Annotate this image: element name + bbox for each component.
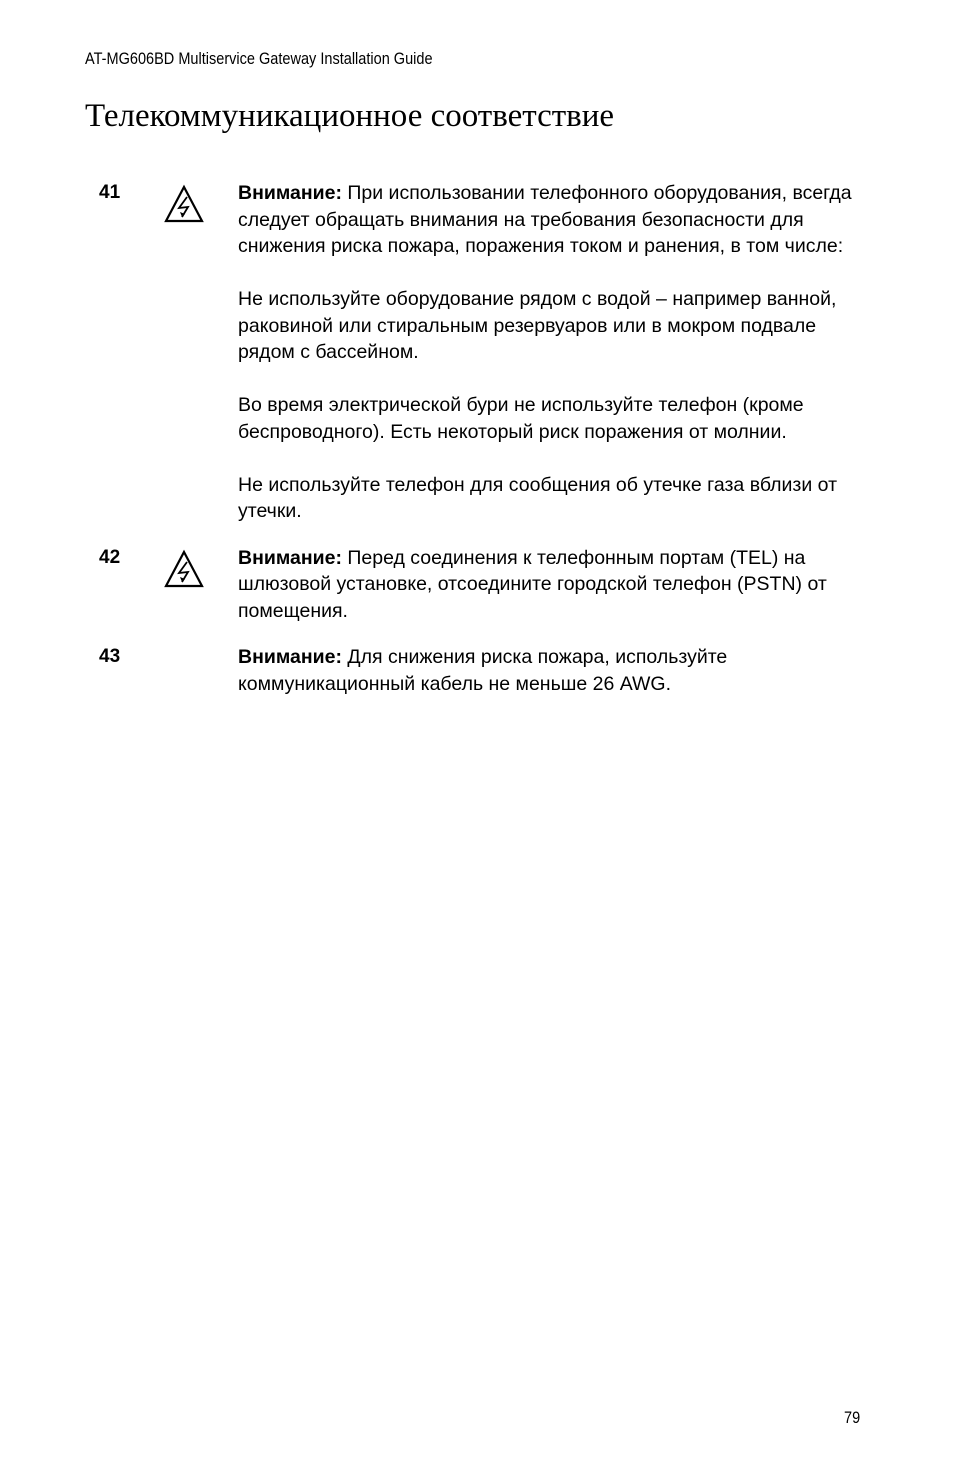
page-number: 79 (844, 1409, 861, 1427)
warning-paragraph (238, 545, 858, 625)
warning-text: Для снижения риска пожара, используйте коммуникационный кабель не меньше 26 AWG. (238, 646, 728, 695)
warning-body (238, 180, 858, 525)
warning-paragraph (238, 180, 858, 260)
warning-paragraph: Не используйте телефон для сообщения об утечке газа вблизи от утечки. (238, 473, 837, 522)
running-header: AT-MG606BD Multiservice Gateway Installation Guide (85, 50, 433, 68)
warning-body (238, 644, 858, 697)
warnings-list (0, 180, 954, 717)
warning-paragraph: Не используйте оборудование рядом с водой – например ванной, раковиной или стиральным резервуаров или в мокром подвале рядом с бассейном. (238, 288, 837, 363)
warning-text: При использовании телефонного оборудования, всегда следует обращать внимания на требования безопасности для снижения риска пожара, поражения током и ранения, в том числе: (238, 182, 852, 257)
warning-text: Перед соединения к телефонным портам (TEL) на шлюзовой установке, отсоедините городской телефон (PSTN) от помещения. (238, 546, 827, 622)
warning-number: 43 (99, 646, 121, 667)
warning-number: 42 (99, 546, 121, 568)
warning-paragraph (238, 644, 858, 697)
warning-label: Внимание: (238, 646, 342, 668)
warning-label: Внимание: (238, 182, 342, 204)
electrical-hazard-icon (163, 184, 205, 224)
warning-item (0, 180, 954, 525)
warning-label: Внимание: (238, 546, 342, 569)
section-title: Телекоммуникационное соответствие (85, 98, 615, 134)
warning-item (0, 545, 954, 625)
warning-number: 41 (99, 182, 121, 203)
warning-body (238, 545, 858, 625)
electrical-hazard-icon (163, 549, 205, 589)
warning-item (0, 644, 954, 697)
warning-paragraph: Во время электрической бури не используйте телефон (кроме беспроводного). Есть некоторый риск поражения от молнии. (238, 394, 804, 443)
